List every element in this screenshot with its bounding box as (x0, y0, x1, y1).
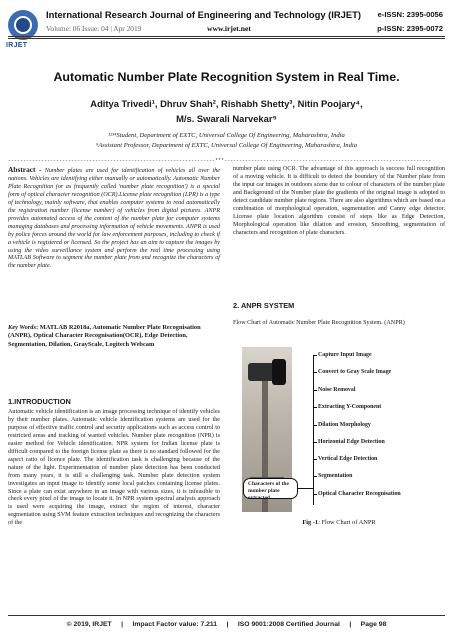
journal-name: International Research Journal of Engineering and Technology (IRJET) (46, 9, 361, 20)
header-rule (8, 36, 445, 37)
abstract (8, 166, 220, 271)
flow-step: Dilation Morphology (313, 422, 371, 428)
flow-step: Horizontal Edge Detection (313, 439, 385, 445)
author-list: Aditya Trivedi¹, Dhruv Shah², Rishabh Shetty³, Nitin Poojary⁴, (90, 98, 363, 109)
abstract-text: Number plates are used for identification of vehicles all over the nations. Vehicles are identifying either manually or automatically. Automatic Number Plate Recognition (or as frequently called 'number plate recognition') is a special form of optical character recognition (OCR).License plate recognition (LPR) is a type of technology, mainly software, that enables computer systems to read automatically the registration number (license number) of vehicles from digital pictures. ANPR provides automated access of the content of the number plate for computer systems managing databases and processing information of vehicle movements. ANPR is used by police forces around the world for law enforcement purposes, including to check if a vehicle is registered or licensed. So the project has an aim to capture the images by using the video surveillance system and perform the real time processing using MATLAB Software to segment the number plate from and recognize the characters of the number plate. (8, 168, 220, 270)
anpr-flowchart-figure (242, 347, 424, 512)
flow-step: Segmentation (313, 473, 352, 479)
header-rule-2 (8, 38, 445, 39)
keywords-text: : MATLAB R2018a, Automatic Number Plate Recognisation (ANPR), Optical Character Recognisation(OCR), Edge Detection, Segmentation, Dilation, GrayScale, Logitech Webcam (8, 324, 201, 348)
footer-rule (8, 615, 445, 616)
intro-heading: 1.INTRODUCTION (8, 397, 71, 406)
flow-step: Vertical Edge Detection (313, 456, 377, 462)
flow-step: Convert to Gray Scale Image (313, 369, 391, 375)
journal-website[interactable]: www.irjet.net (207, 24, 251, 33)
flow-step: Capture Input Image (313, 352, 372, 358)
section-separator: ---------------------------------------------------------------------***--------------------------------------------------------------------- (8, 158, 432, 164)
extracted-characters-callout: Characters of the number plate extracted (243, 478, 298, 499)
flow-step: Noise Removal (313, 387, 355, 393)
abstract-label: Abstract - (8, 165, 42, 174)
eissn: e-ISSN: 2395-0056 (377, 10, 443, 19)
page-footer: © 2019, IRJET | Impact Factor value: 7.211 | ISO 9001:2008 Certified Journal | Page 98 (66, 621, 387, 628)
flow-spine (313, 355, 314, 505)
flow-step: Extracting Y-Component (313, 404, 381, 410)
right-column-text: number plate using OCR. The advantage of this approach is success full recognition of a moving vehicle. It is difficult to detect the boundary of the Number plate from the input car images in outdoors scene due to colour of characters of the number plate and Background of the Number plate the gradients of the original image is adopted to detect candidate number plate regions. There are also algorithms which are based on a combination of morphological operation, segmentation and Canny edge detector. License plate location algorithm consist of steps like as Edge Detection, Morphological operation like dilation and erosion, Smoothing, segmentation of characters and recognition of plate characters. (233, 166, 445, 236)
figure-label: Fig -1 (302, 519, 319, 526)
affiliation-professor: ⁵Assistant Professor, Department of EXTC, Universal College Of Engineering, Maharashtra, India (95, 142, 358, 149)
keywords (8, 324, 220, 349)
flowchart-intro: Flow Chart of Automatic Number Plate Recognition System. (ANPR) (233, 320, 405, 326)
flow-step: Optical Character Recognisation (313, 491, 401, 497)
volume-issue: Volume: 06 Issue: 04 | Apr 2019 (46, 24, 142, 33)
anpr-heading: 2. ANPR SYSTEM (233, 301, 295, 310)
intro-text: Automatic vehicle identification is an image processing technique of identify vehicles by their number plates. Automatic vehicle identification systems are used for the purpose of effective traffic control and security applications such as access control to restricted areas and tracking of wanted vehicles. Number plate recognition (NPR) is easier method for Vehicle identification. NPR system for Indian license plate is difficult compared to the foreign license plate as there is no standard followed for the aspect ratio of licence plate. The identification task is challenging because of the nature of the light. Experimentation of number plate detection has been conducted from many years, it is still a challenging task. Number plate detection system investigates an input image to identify some local patches containing license plates. Since a plate can exist anywhere in an image with various sizes, it is infeasible to check every pixel of the image to locate it. In NPR system spectral analysis approach is used were acquiring the image, extract the region of interest, character segmentation using SVM feature extraction techniques and recognizing the characters of the (8, 409, 220, 527)
figure-caption-text: : Flow Chart of ANPR (318, 519, 376, 526)
affiliation-students: ¹²³⁴Student, Department of EXTC, Universal College Of Engineering, Maharashtra, India (108, 132, 345, 139)
journal-header (0, 0, 453, 60)
keywords-label: Key Words (8, 324, 36, 331)
author-last: M/s. Swarali Narvekar⁵ (176, 113, 277, 124)
figure-caption (233, 519, 445, 526)
logo-text: IRJET (6, 42, 28, 49)
paper-title: Automatic Number Plate Recognition System in Real Time. (53, 70, 400, 84)
callout-arrow (298, 488, 313, 489)
pissn: p-ISSN: 2395-0072 (377, 24, 443, 33)
